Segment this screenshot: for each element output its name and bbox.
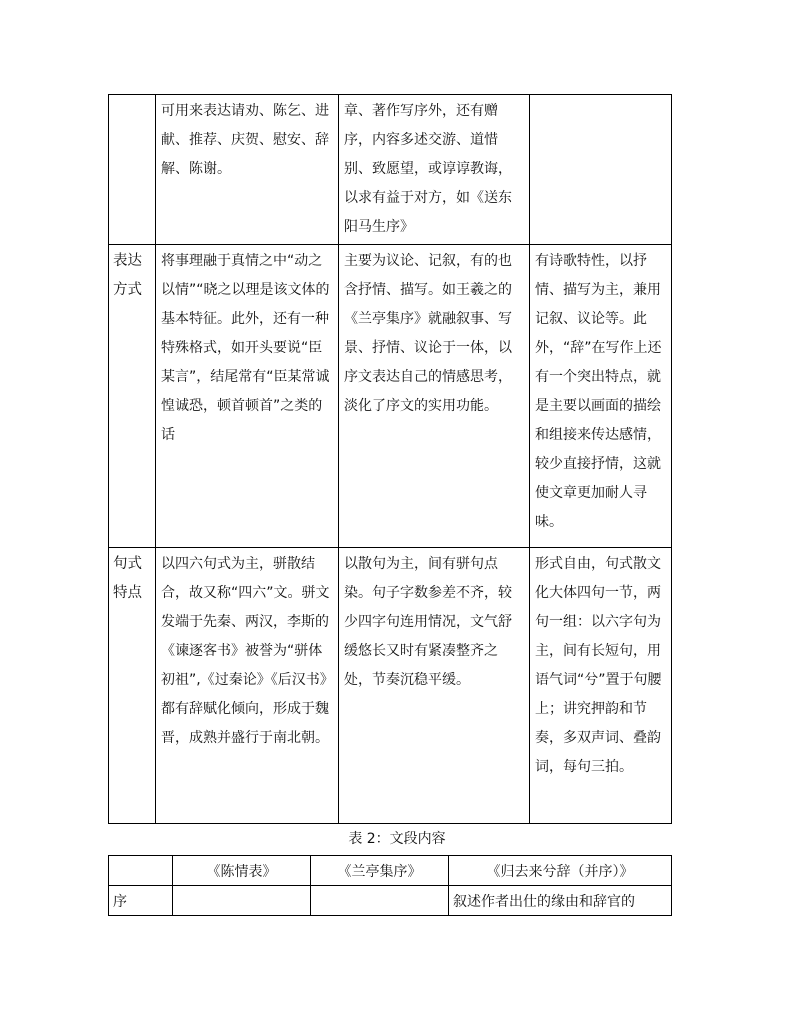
cell-lantingjixu: 以散句为主，间有骈句点染。句子字数参差不齐，较少四字句连用情况，文气舒缓悠长又时有紧凑整齐之处，节奏沉稳平缓。 [339, 548, 530, 824]
cell-lantingjixu [311, 886, 449, 916]
table-row [109, 245, 672, 548]
row-label: 表达方式 [109, 245, 156, 548]
header-cell-lantingjixu: 《兰亭集序》 [311, 856, 449, 886]
cell-chenqingbiao: 可用来表达请劝、陈乞、进献、推荐、庆贺、慰安、辞解、陈谢。 [156, 95, 339, 245]
table-row [109, 95, 672, 245]
row-label: 句式特点 [109, 548, 156, 824]
header-cell-chenqingbiao: 《陈情表》 [173, 856, 311, 886]
row-label: 序 [109, 886, 173, 916]
cell-chenqingbiao: 将事理融于真情之中“动之以情”“晓之以理是该文体的基本特征。此外，还有一种特殊格式，如开头要说“臣某言”，结尾常有“臣某常诚惶诚恐，顿首顿首”之类的话 [156, 245, 339, 548]
cell-guiqulaixici: 叙述作者出仕的缘由和辞官的 [449, 886, 672, 916]
header-cell-empty [109, 856, 173, 886]
table-caption: 表 2：文段内容 [348, 831, 446, 847]
table-row [109, 548, 672, 824]
cell-chenqingbiao: 以四六句式为主，骈散结合，故又称“四六”文。骈文发端于先秦、两汉，李斯的《谏逐客书》被誉为“骈体初祖”,《过秦论》《后汉书》都有辞赋化倾向，形成于魏晋，成熟并盛行于南北朝。 [156, 548, 339, 824]
cell-guiqulaixici: 形式自由，句式散文化大体四句一节，两句一组：以六字句为主，间有长短句，用语气词“兮”置于句腰上；讲究押韵和节奏，多双声词、叠韵词，每句三拍。 [530, 548, 672, 824]
content-table [108, 855, 672, 916]
cell-guiqulaixici [530, 95, 672, 245]
table-row [109, 886, 672, 916]
header-cell-guiqulaixici: 《归去来兮辞（并序）》 [449, 856, 672, 886]
cell-guiqulaixici: 有诗歌特性，以抒情、描写为主，兼用记叙、议论等。此外，“辞”在写作上还有一个突出特点，就是主要以画面的描绘和组接来传达感情，较少直接抒情，这就使文章更加耐人寻味。 [530, 245, 672, 548]
table-header-row [109, 856, 672, 886]
cell-chenqingbiao [173, 886, 311, 916]
row-label [109, 95, 156, 245]
cell-lantingjixu: 主要为议论、记叙，有的也含抒情、描写。如王羲之的《兰亭集序》就融叙事、写景、抒情、议论于一体，以序文表达自己的情感思考，淡化了序文的实用功能。 [339, 245, 530, 548]
cell-lantingjixu: 章、著作写序外，还有赠序，内容多述交游、道惜别、致愿望，或谆谆教诲，以求有益于对方，如《送东阳马生序》 [339, 95, 530, 245]
comparison-table [108, 94, 672, 824]
